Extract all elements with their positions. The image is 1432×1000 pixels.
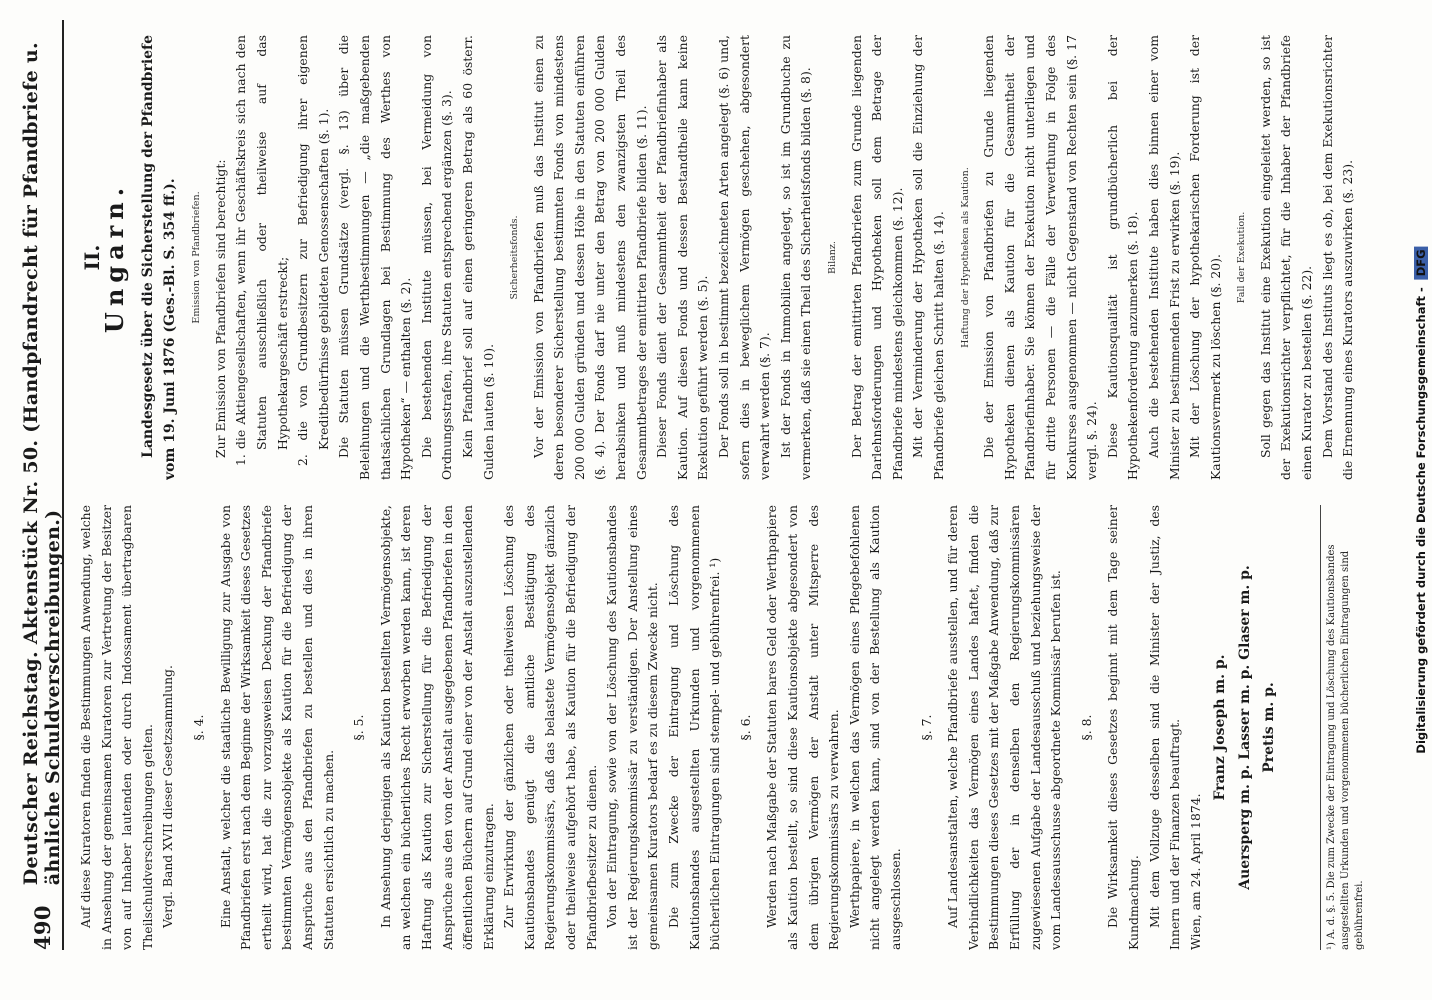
intro-paragraph: Auf diese Kuratoren finden die Bestimmungen Anwendung, welche in Ansehung der gemeinsamen Kuratoren zur Vertretung der Besitzer von auf Inhaber lautenden oder durch Indossament übertragbaren Theilschuldverschreibungen gelten. (78, 505, 155, 950)
kein-pfandbrief-paragraph: Kein Pfandbrief soll auf einen geringeren Betrag als 60 österr. Gulden lauten (§. 10). (459, 35, 496, 480)
dfg-badge: DFG (1414, 246, 1428, 279)
section-6-heading: §. 6. (737, 714, 753, 741)
section-8-heading: §. 8. (1078, 714, 1094, 741)
section-6-paragraph-2: Werthpapiere, in welchen das Vermögen eines Pflegebefohlenen nicht angelegt werden kann, sind von der Bestellung als Kaution ausgeschlossen. (846, 505, 903, 950)
haftung-paragraph-1: Die der Emission von Pfandbriefen zu Grunde liegenden Hypotheken dienen als Kaution für die Gesammtheit der Pfandbriefinhaber. Sie können der Exekution nicht unterliegen und für dritte Personen — die Fälle der Verwerthung in Folge des Konkurses ausgenommen — nicht Gegenstand von Rechten sein (§. 17 vergl. §. 24). (981, 35, 1100, 480)
signature-emperor: Franz Joseph m. p. (1212, 654, 1229, 801)
section-5-paragraph-3: Von der Eintragung, sowie von der Löschung des Kautionsbandes ist der Regierungskommissär zu verständigen. Der Anstellung eines gemeinsamen Kurators bedarf es zu diesem Zwecke nicht. (604, 505, 661, 950)
page-number: 490 (29, 905, 55, 950)
bilanz-paragraph-2: Mit der Verminderung der Hypotheken soll die Einziehung der Pfandbriefe gleichen Schritt halten (§. 14). (910, 35, 946, 480)
signature-ministers-1: Auersperg m. p. Lasser m. p. Glaser m. p. (1236, 565, 1253, 890)
section-7-heading: §. 7. (918, 714, 934, 741)
section-5-paragraph-1: In Ansehung derjenigen als Kaution bestellten Vermögensobjekte, an welchen ein bücherliches Recht erworben werden kann, ist deren Haftung als Kaution zur Sicherstellung für die Befriedigung der Ansprüche aus den von der Anstalt ausgegebenen Pfandbriefen in den öffentlichen Büchern auf Grund einer von der Anstalt auszustellenden Erklärung einzutragen. (377, 505, 496, 950)
sicherheit-paragraph-2: Dieser Fonds dient der Gesammtheit der Pfandbriefinhaber als Kaution. Auf diesen Fonds und dessen Bestandtheile kann keine Exekution geführt werden (§. 5). (654, 35, 711, 480)
emission-item-1: 1. die Aktiengesellschaften, wenn ihr Geschäftskreis sich nach den Statuten ausschließlich oder theilweise auf das Hypothekargeschäft erstreckt; (233, 35, 290, 466)
exekution-paragraph-2: Dem Vorstand des Instituts liegt es ob, bei dem Exekutionsrichter die Ernennung eines Kurators auszuwirken (§. 23). (1319, 35, 1356, 480)
bilanz-paragraph-1: Der Betrag der emittirten Pfandbriefen zum Grunde liegenden Darlehnsforderungen und Hypotheken soll dem Betrage der Pfandbriefe mindestens gleichkommen (§. 12). (848, 35, 905, 480)
digitization-credit-ribbon (1410, 0, 1432, 1000)
side-heading-emission: Emission von Pfandbriefen. (191, 191, 203, 324)
law-title: Landesgesetz über die Sicherstellung der Pfandbriefe vom 19. Juni 1876 (Ges.-Bl. S. 354 ff.). (140, 35, 179, 480)
running-title: Deutscher Reichstag. Aktenstück Nr. 50. (Handpfandrecht für Pfandbriefe u. ähnliche Schuldverschreibungen.) (20, 42, 64, 886)
running-header (22, 20, 64, 950)
signature-ministers-2: Pretis m. p. (1261, 682, 1278, 773)
footnote: ¹) A. d. §. 5. Die zum Zwecke der Eintragung und Löschung des Kautionsbandes ausgestellten Urkunden und vorgenommenen bücherlichen Eintragungen sind gebührenfrei. (1320, 505, 1367, 950)
sicherheit-paragraph-4: Ist der Fonds in Immobilien angelegt, so ist im Grundbuche zu vermerken, daß sie einen Theil des Sicherheitsfonds bilden (§. 8). (777, 35, 814, 480)
exekution-paragraph-1: Soll gegen das Institut eine Exekution eingeleitet werden, so ist der Exekutionsrichter verpflichtet, für die Inhaber der Pfandbriefe einen Kurator zu bestellen (§. 22). (1257, 35, 1315, 480)
section-8-paragraph-1: Die Wirksamkeit dieses Gesetzes beginnt mit dem Tage seiner Kundmachung. (1105, 505, 1141, 950)
section-7-paragraph-1: Auf Landesanstalten, welche Pfandbriefe ausstellen, und für deren Verbindlichkeiten das Vermögen eines Landes haftet, finden die Bestimmungen dieses Gesetzes mit der Maßgabe Anwendung, daß zur Erfüllung der in denselben den Regierungskommissären zugewiesenen Aufgabe der Landesausschuß und beziehungsweise der vom Landesausschusse abgeordnete Kommissär berufen ist. (945, 505, 1064, 950)
side-heading-exekution: Fall der Exekution. (1236, 211, 1248, 304)
bestehende-paragraph: Die bestehenden Institute müssen, bei Vermeidung von Ordnungsstrafen, ihre Statuten entsprechend ergänzen (§. 3). (418, 35, 455, 480)
chapter-number: II. (80, 244, 104, 271)
side-heading-bilanz: Bilanz. (827, 241, 838, 274)
sicherheit-paragraph-3: Der Fonds soll in bestimmt bezeichneten Arten angelegt (§. 6) und, sofern dies in beweglichem Vermögen geschehen, abgesondert verwahrt werden (§. 7). (716, 35, 773, 480)
signing-date: Wien, am 24. April 1874. (1187, 793, 1203, 950)
statuten-paragraph: Die Statuten müssen Grundsätze (vergl. §. 13) über die Beleihungen und die Werthbestimmungen — „die maßgebenden thatsächlichen Grundlagen bei Bestimmung des Werthes von Hypotheken“ — enthalten (§. 2). (336, 35, 414, 480)
reference-note: Vergl. Band XVII dieser Gesetzsammlung. (160, 665, 176, 928)
haftung-paragraph-2: Diese Kautionsqualität ist grundbücherlich bei der Hypothekenforderung anzumerken (§. 18). (1104, 35, 1141, 480)
right-column (76, 35, 1376, 480)
section-5-heading: §. 5. (351, 714, 367, 741)
emission-intro: Zur Emission von Pfandbriefen sind berechtigt: (212, 159, 228, 458)
side-heading-sicherheitsfonds: Sicherheitsfonds. (509, 215, 521, 300)
section-4-text: Eine Anstalt, welcher die staatliche Bewilligung zur Ausgabe von Pfandbriefen erst nach dem Beginne der Wirksamkeit dieses Gesetzes ertheilt wird, hat die zur vorzugsweisen Deckung der Pfandbriefe bestimmten Vermögensobjekte als Kaution für die Befriedigung der Ansprüche aus den Pfandbriefen zu bestellen und dies in ihren Statuten ersichtlich zu machen. (217, 505, 336, 950)
chapter-title: Ungarn. (99, 181, 129, 334)
section-6-paragraph-1: Werden nach Maßgabe der Statuten bares Geld oder Werthpapiere als Kaution bestellt, so sind diese Kautionsobjekte abgesondert von dem übrigen Vermögen der Anstalt unter Mitsperre des Regierungskommissärs zu verwahren. (764, 505, 842, 950)
haftung-paragraph-3: Auch die bestehenden Institute haben dies binnen einer vom Minister zu bestimmenden Frist zu erwirken (§. 19). (1145, 35, 1182, 480)
section-4-heading: §. 4. (190, 714, 206, 741)
digitization-credit-text: Digitalisierung gefördert durch die Deutsche Forschungsgemeinschaft - (1414, 287, 1428, 754)
sicherheit-paragraph-1: Vor der Emission von Pfandbriefen muß das Institut einen zu deren besonderer Sicherstellung bestimmten Fonds von mindestens 200 000 Gulden gründen und dessen Höhe in den Statuten einführen (§. 4). Der Fonds darf nie unter den Betrag von 200 000 Gulden herabsinken und muß mindestens den zwanzigsten Theil des Gesammtbetrages der emittirten Pfandbriefe bilden (§. 11). (530, 35, 649, 480)
section-5-paragraph-4: Die zum Zwecke der Eintragung und Löschung des Kautionsbandes ausgestellten Urkunden und vorgenommenen bücherlichen Eintragungen sind stempel- und gebührenfrei. ¹) (666, 505, 723, 950)
haftung-paragraph-4: Mit der Löschung der hypothekarischen Forderung ist der Kautionsvermerk zu löschen (§. 20). (1187, 35, 1223, 480)
side-heading-haftung: Haftung der Hypotheken als Kaution. (959, 167, 971, 348)
emission-item-2: 2. die von Grundbesitzern zur Befriedigung ihrer eigenen Kreditbedürfnisse gebildeten Genossenschaften (§. 1). (295, 35, 331, 466)
section-5-paragraph-2: Zur Erwirkung der gänzlichen oder theilweisen Löschung des Kautionsbandes genügt die amtliche Bestätigung des Regierungskommissärs, daß das belastete Vermögensobjekt gänzlich oder theilweise aufgehört habe, als Kaution für die Befriedigung der Pfandbriefbesitzer zu dienen. (501, 505, 599, 950)
section-8-paragraph-2: Mit dem Vollzuge desselben sind die Minister der Justiz, des Innern und der Finanzen beauftragt. (1146, 505, 1183, 950)
left-column (76, 505, 1376, 950)
